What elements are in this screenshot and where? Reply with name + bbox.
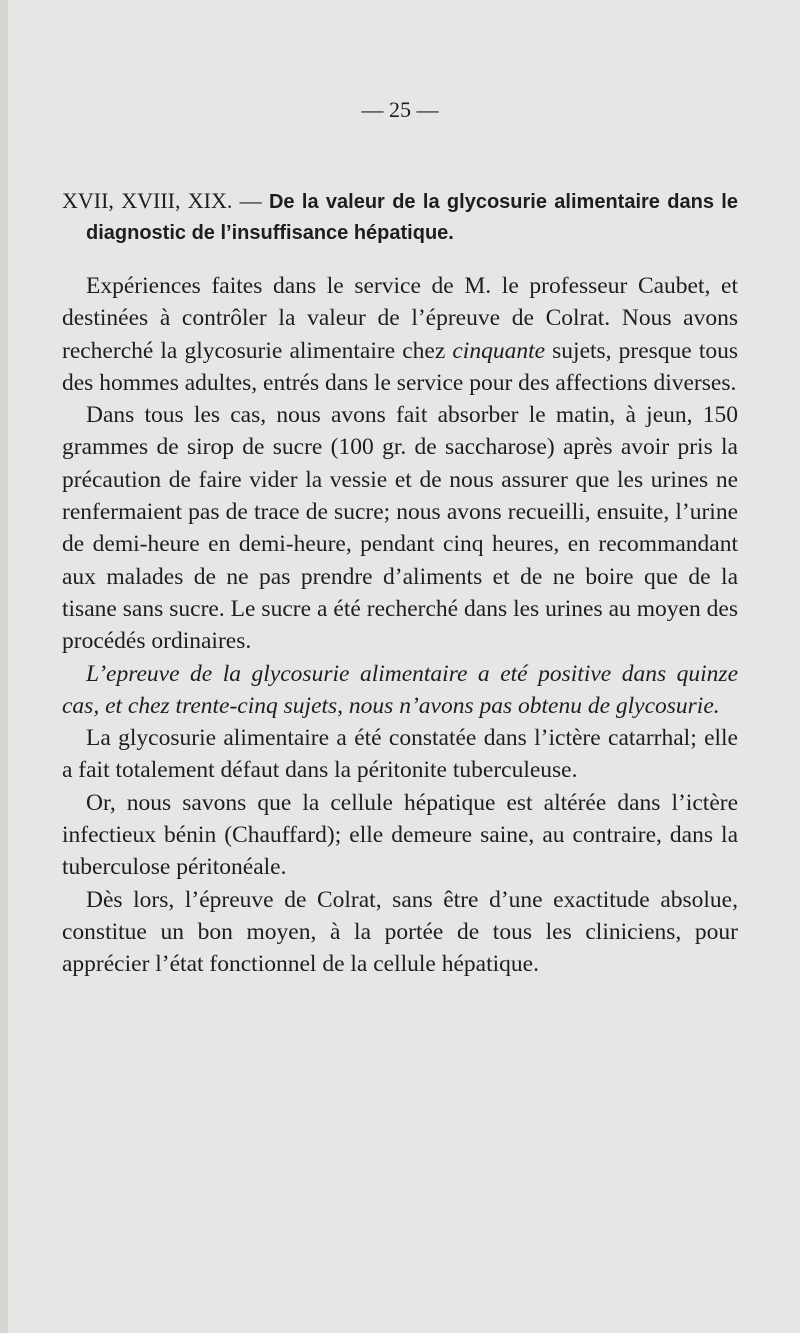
page-edge [0,0,8,1333]
section-heading [62,186,738,248]
paragraph-cellule: Or, nous savons que la cellule hépatique est altérée dans l’ictère infectieux bénin (Chauffard); elle demeure saine, au contraire, dans la tuberculose péritonéale. [62,789,738,881]
paragraph-text: sujets, presque tous des hommes adultes, entrés dans le service pour des affections diverses. [62,337,738,396]
paragraph-result [62,658,738,723]
emphasis-cinquante: cinquante [452,337,546,364]
paragraph-observations: La glycosurie alimentaire a été constatée dans l’ictère catarrhal; elle a fait totalement défaut dans la péritonite tuberculeuse. [62,725,738,784]
paragraph-experiences [62,270,738,399]
paragraph-conclusion: Dès lors, l’épreuve de Colrat, sans être d’une exactitude absolue, constitue un bon moyen, à la portée de tous les cliniciens, pour apprécier l’état fonctionnel de la cellule hépatique. [62,886,738,978]
paragraph-protocol: Dans tous les cas, nous avons fait absorber le matin, à jeun, 150 grammes de sirop de sucre (100 gr. de saccharose) après avoir pris la précaution de faire vider la vessie et de nous assurer que les urines ne renfermaient pas de trace de sucre; nous avons recueilli, ensuite, l’urine de demi-heure en demi-heure, pendant cinq heures, en recommandant aux malades de ne pas prendre d’aliments et de ne boire que de la tisane sans sucre. Le sucre a été recherché dans les urines au moyen des procédés ordinaires. [62,402,738,655]
paragraph-text: Expériences faites dans le service de M. le professeur Caubet, et destinées à contrôler la valeur de l’épreuve de Colrat. Nous avons recherché la glycosurie alimentaire chez [62,273,738,364]
page-number: — 25 — [361,97,439,122]
heading-dash: — [232,188,269,213]
section-references: XVII, XVIII, XIX. [62,188,233,213]
section-title: De la valeur de la glycosurie alimentaire dans le diagnostic de l’insuffisance hépatique. [86,191,738,244]
text-block [62,92,738,981]
result-italic: L’epreuve de la glycosurie alimentaire a eté positive dans quinze cas, et chez trente-cinq sujets, nous n’avons pas obtenu de glycosurie. [62,660,738,719]
